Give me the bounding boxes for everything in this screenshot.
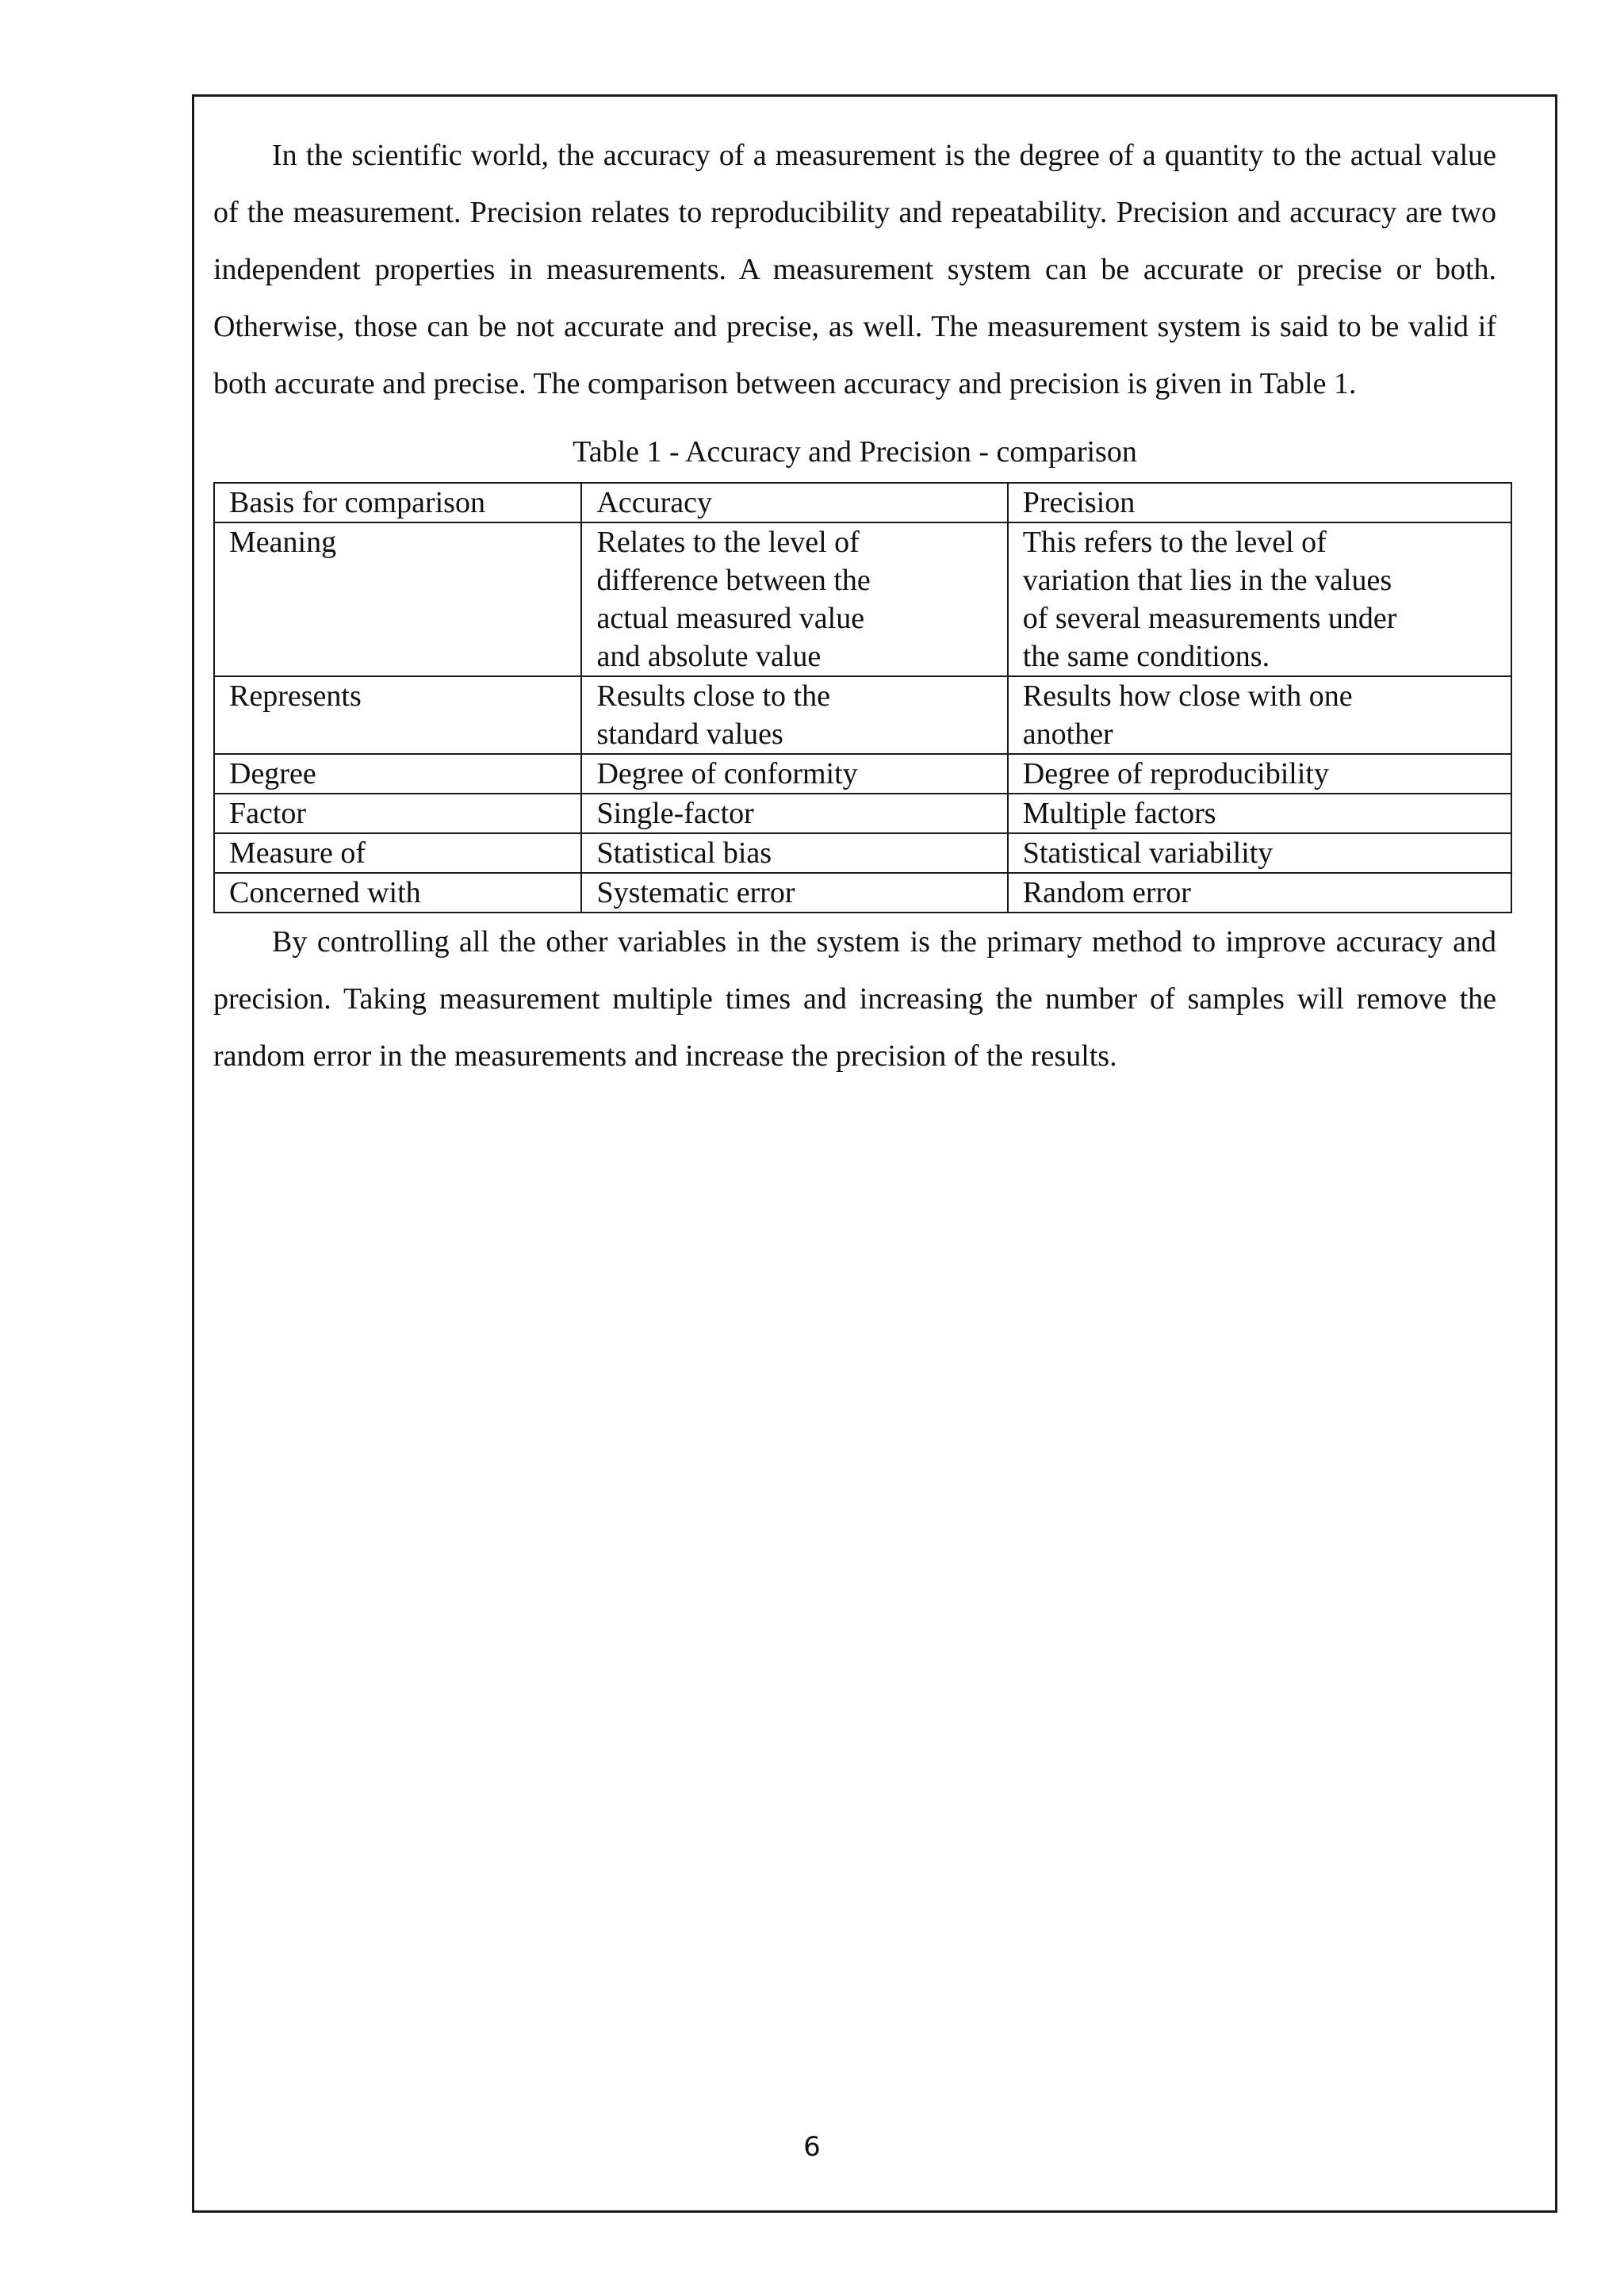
page-number: 6 — [803, 2131, 821, 2163]
cell-text-line: Degree of conformity — [596, 757, 858, 790]
cell-accuracy — [581, 522, 1007, 676]
cell-text-line: of several measurements under — [1022, 602, 1397, 635]
cell-precision — [1008, 833, 1511, 873]
cell-text-line: Statistical bias — [596, 836, 772, 870]
cell-text-line: another — [1022, 718, 1113, 751]
cell-text-line: Results how close with one — [1022, 679, 1353, 713]
table-header-row — [214, 483, 1511, 522]
cell-text-line: Random error — [1022, 876, 1191, 909]
intro-paragraph: In the scientific world, the accuracy of a measurement is the degree of a quantity to the actual value of the measurement. Precision relates to reproducibility and repeatability. Precision and accuracy are two independent properties in measurements. A measurement system can be accurate or precise or both. Otherwise, those can be not accurate and precise, as well. The measurement system is said to be valid if both accurate and precise. The comparison between accuracy and precision is given in Table 1. — [213, 139, 1496, 400]
cell-precision — [1008, 676, 1511, 754]
cell-basis: Meaning — [214, 522, 581, 676]
cell-accuracy — [581, 754, 1007, 794]
cell-basis: Degree — [214, 754, 581, 794]
cell-text-line: Relates to the level of — [596, 526, 860, 559]
table-row — [214, 794, 1511, 833]
cell-text-line: difference between the — [596, 564, 871, 597]
cell-accuracy — [581, 833, 1007, 873]
header-basis: Basis for comparison — [214, 483, 581, 522]
cell-text-line: This refers to the level of — [1022, 526, 1327, 559]
table-row — [214, 676, 1511, 754]
cell-accuracy — [581, 794, 1007, 833]
comparison-table — [213, 482, 1512, 913]
table-row — [214, 754, 1511, 794]
cell-accuracy — [581, 873, 1007, 913]
closing-paragraph: By controlling all the other variables in the system is the primary method to improve accuracy and precision. Taking measurement multiple times and increasing the number of samples will remove the random error in the measurements and increase the precision of the results. — [213, 925, 1496, 1073]
cell-text-line: Degree of reproducibility — [1022, 757, 1329, 790]
cell-text-line: standard values — [596, 718, 783, 751]
table-row — [214, 522, 1511, 676]
cell-text-line: Multiple factors — [1022, 797, 1216, 830]
cell-text-line: the same conditions. — [1022, 640, 1270, 673]
cell-basis: Factor — [214, 794, 581, 833]
cell-precision — [1008, 794, 1511, 833]
cell-basis: Measure of — [214, 833, 581, 873]
header-precision: Precision — [1008, 483, 1511, 522]
cell-basis: Concerned with — [214, 873, 581, 913]
cell-text-line: and absolute value — [596, 640, 822, 673]
cell-text-line: Statistical variability — [1022, 836, 1274, 870]
document-body — [213, 127, 1496, 1085]
table-row — [214, 833, 1511, 873]
header-accuracy: Accuracy — [581, 483, 1007, 522]
cell-basis: Represents — [214, 676, 581, 754]
cell-precision — [1008, 873, 1511, 913]
cell-text-line: Systematic error — [596, 876, 795, 909]
cell-text-line: variation that lies in the values — [1022, 564, 1392, 597]
table-row — [214, 873, 1511, 913]
cell-accuracy — [581, 676, 1007, 754]
cell-precision — [1008, 522, 1511, 676]
cell-precision — [1008, 754, 1511, 794]
table-caption: Table 1 - Accuracy and Precision - comparison — [573, 435, 1137, 469]
cell-text-line: Results close to the — [596, 679, 830, 713]
cell-text-line: Single-factor — [596, 797, 754, 830]
cell-text-line: actual measured value — [596, 602, 865, 635]
